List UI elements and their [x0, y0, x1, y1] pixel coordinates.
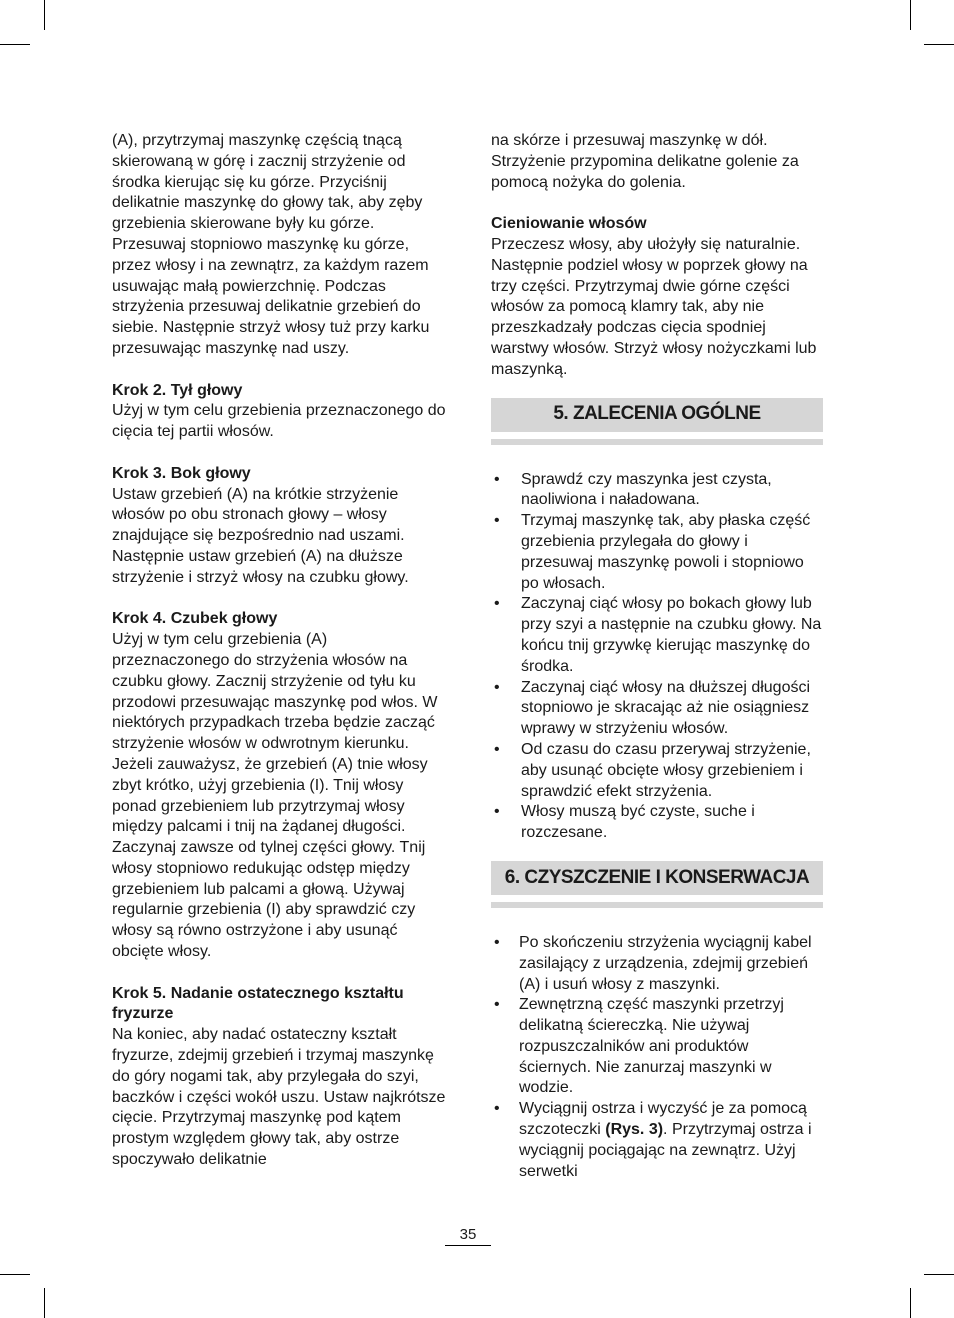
crop-mark [924, 1274, 954, 1275]
section6-heading: 6. CZYSZCZENIE I KONSERWACJA [491, 861, 823, 895]
step5-text: Na koniec, aby nadać ostateczny kształt fryzurze, zdejmij grzebień i trzymaj maszynkę do góry nogami tak, aby przylegała do szyi, baczków i części wokół uszu. Ustaw najkrótsze cięcie. Przytrzymaj maszynkę pod kątem prostym względem głowy tak, aby ostrze spoczywało delikatnie [112, 1026, 446, 1169]
figure-reference: (Rys. 3) [605, 1121, 664, 1139]
step4-title: Krok 4. Czubek głowy [112, 610, 278, 628]
step4-text: Użyj w tym celu grzebienia (A) przeznaczonego do strzyżenia włosów na czubku głowy. Zacznij strzyżenie od tyłu ku przodowi przesuwając maszynkę pod włos. W niektórych przypadkach trzeba będzie zacząć strzyżenie włosów w odwrotnym kierunku. Jeżeli zauważysz, że grzebień (A) tnie włosy zbyt krótko, użyj grzebienia (I). Tnij włosy ponad grzebieniem lub przytrzymaj włosy między palcami i tnij na żądanej długości. Zaczynaj zawsze od tylnej części głowy. Tnij włosy stopniowo redukując odstęp między grzebieniem lub palcami a głową. Używaj regularnie grzebienia (I) aby sprawdzić czy włosy są równo ostrzyżone i aby usunąć obcięte włosy. [112, 631, 438, 961]
list-item-text: Wyciągnij ostrza i wyczyść je za pomocą szczoteczki [519, 1100, 807, 1139]
left-column [112, 131, 448, 1171]
list-item: • Od czasu do czasu przerywaj strzyżenie, aby usunąć obcięte włosy grzebieniem i sprawdzić efekt strzyżenia. [491, 740, 823, 802]
section5-rule [491, 439, 823, 445]
list-item: • Po skończeniu strzyżenia wyciągnij kabel zasilający z urządzenia, zdejmij grzebień (A) i usuń włosy z maszynki. [491, 933, 823, 995]
section5-heading: 5. ZALECENIA OGÓLNE [491, 398, 823, 432]
crop-mark [44, 1288, 45, 1318]
shading-title: Cieniowanie włosów [491, 215, 647, 233]
continuation-paragraph: na skórze i przesuwaj maszynkę w dół. Strzyżenie przypomina delikatne golenie za pomocą nożyka do golenia. [491, 132, 799, 191]
shading-text: Przeczesz włosy, aby ułożyły się naturalnie. Następnie podziel włosy w poprzek głowy na trzy części. Przytrzymaj dwie górne części włosów za pomocą klamry tak, aby nie przeszkadzały podczas cięcia spodniej warstwy włosów. Strzyż włosy nożyczkami lub maszynką. [491, 235, 817, 378]
list-item-text: . Przytrzymaj ostrza i wyciągnij pociągając na zewnątrz. Użyj serwetki [519, 1121, 812, 1180]
crop-mark [0, 44, 30, 45]
page-number-rule [445, 1245, 491, 1246]
list-item: • Trzymaj maszynkę tak, aby płaska część grzebienia przylegała do głowy i przesuwaj maszynkę powoli i stopniowo po włosach. [491, 511, 823, 594]
step2-title: Krok 2. Tył głowy [112, 381, 243, 399]
list-item: • Zaczynaj ciąć włosy po bokach głowy lub przy szyi a następnie na czubku głowy. Na końcu tnij grzywkę kierując maszynkę do środka. [491, 594, 823, 677]
crop-mark [44, 0, 45, 30]
step5-title: Krok 5. Nadanie ostatecznego kształtu fryzurze [112, 984, 404, 1023]
step3-text: Ustaw grzebień (A) na krótkie strzyżenie włosów po obu stronach głowy – włosy znajdujące się bezpośrednio nad uszami. Następnie ustaw grzebień (A) na dłuższe strzyżenie i strzyż włosy na czubku głowy. [112, 485, 409, 586]
crop-mark [924, 44, 954, 45]
list-item: • Zewnętrzną część maszynki przetrzyj delikatną ściereczką. Nie używaj rozpuszczalników ani produktów ściernych. Nie zanurzaj maszynki w wodzie. [491, 995, 823, 1099]
step3-title: Krok 3. Bok głowy [112, 464, 251, 482]
crop-mark [0, 1274, 30, 1275]
section6-list [491, 933, 823, 1183]
section6-rule [491, 902, 823, 908]
crop-mark [910, 0, 911, 30]
list-item: • Włosy muszą być czyste, suche i rozczesane. [491, 802, 823, 844]
list-item: • Zaczynaj ciąć włosy na dłuższej długości stopniowo je skracając aż nie osiągniesz wprawy w strzyżeniu włosów. [491, 678, 823, 740]
crop-mark [910, 1288, 911, 1318]
list-item [491, 1099, 823, 1182]
page-number: 35 [459, 1226, 477, 1243]
intro-paragraph: (A), przytrzymaj maszynkę częścią tnącą skierowaną w górę i zacznij strzyżenie od środka kierując się ku górze. Przyciśnij delikatnie maszynkę do głowy tak, aby zęby grzebienia skierowane były ku górze. Przesuwaj stopniowo maszynkę ku górze, przez włosy i na zewnątrz, za każdym razem usuwając małą powierzchnię. Podczas strzyżenia przesuwaj delikatnie grzebień do siebie. Następnie strzyż włosy tuż przy karku przesuwając maszynkę nad uszy. [112, 132, 430, 357]
step2-text: Użyj w tym celu grzebienia przeznaczonego do cięcia tej partii włosów. [112, 402, 446, 441]
right-column [491, 131, 823, 1182]
section5-list [491, 470, 823, 844]
list-item: • Sprawdź czy maszynka jest czysta, naoliwiona i naładowana. [491, 470, 823, 512]
